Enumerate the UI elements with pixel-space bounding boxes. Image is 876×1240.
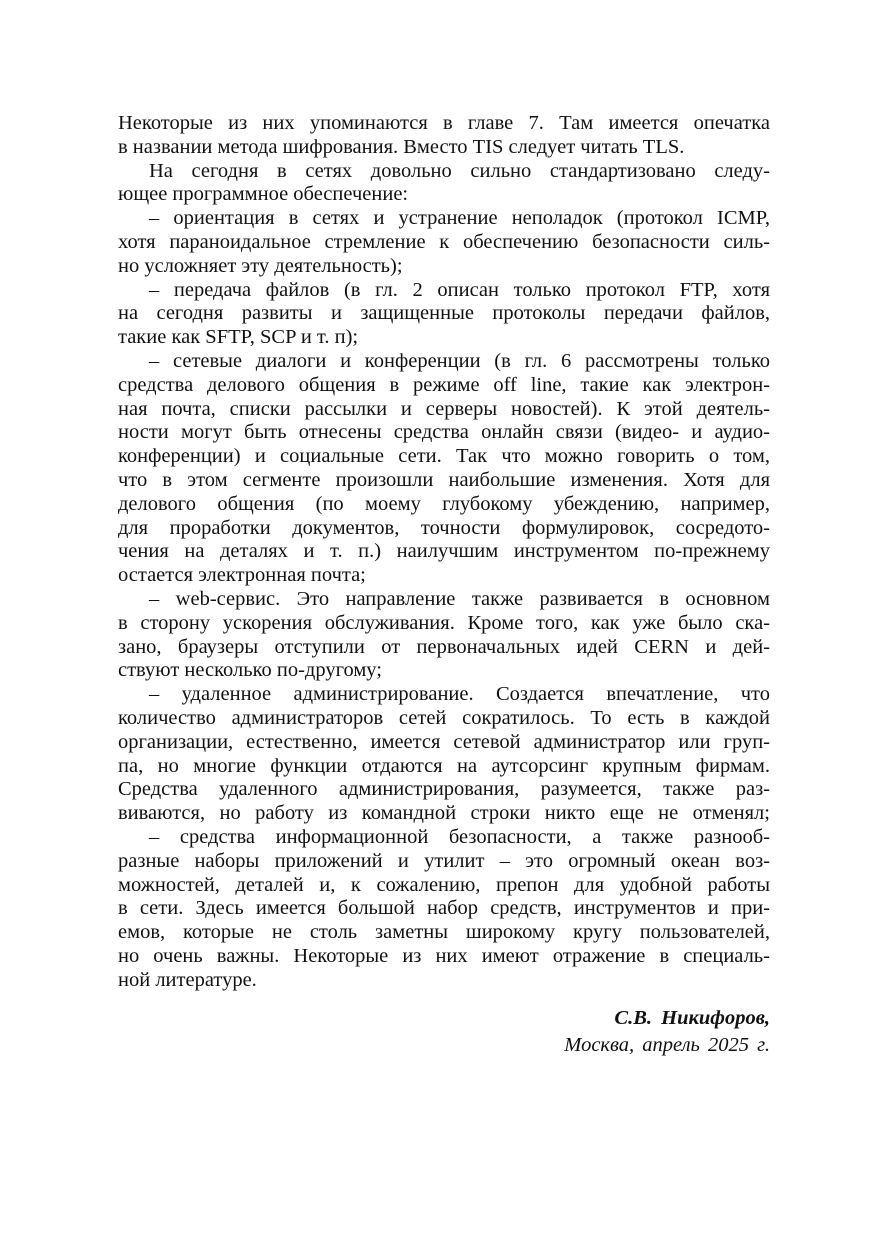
text-line: па, но многие функции отдаются на аутсорсинг крупным фирмам.	[118, 754, 770, 777]
text-line: в сети. Здесь имеется большой набор средств, инструментов и при-	[118, 897, 770, 920]
text-line: можностей, деталей и, к сожалению, препон для удобной работы	[118, 873, 770, 896]
text-line: конференции) и социальные сети. Так что можно говорить о том,	[118, 445, 770, 468]
text-line: но усложняет эту деятельность);	[118, 254, 403, 277]
text-line: ная почта, списки рассылки и серверы новостей). К этой деятель-	[118, 397, 770, 420]
text-line: организации, естественно, имеется сетевой администратор или груп-	[118, 730, 770, 753]
text-line: – ориентация в сетях и устранение неполадок (протокол ICMP,	[149, 207, 770, 230]
text-line: – средства информационной безопасности, а также разнооб-	[149, 825, 770, 848]
text-line: средства делового общения в режиме off line, такие как электрон-	[118, 373, 770, 396]
text-line: ющее программное обеспечение:	[118, 183, 409, 206]
text-line: ности могут быть отнесены средства онлайн связи (видео- и аудио-	[118, 421, 770, 444]
text-line: На сегодня в сетях довольно сильно стандартизовано следу-	[149, 159, 770, 182]
text-line: Некоторые из них упоминаются в главе 7. Там имеется опечатка	[118, 112, 770, 134]
text-line: ствуют несколько по-другому;	[118, 659, 382, 682]
text-line: в сторону ускорения обслуживания. Кроме того, как уже было ска-	[118, 611, 770, 634]
text-line: чения на деталях и т. п.) наилучшим инструментом по-прежнему	[118, 540, 770, 563]
text-line: остается электронная почта;	[118, 564, 366, 587]
text-line: делового общения (по моему глубокому убеждению, например,	[118, 492, 770, 515]
text-line: – удаленное администрирование. Создается впечатление, что	[149, 683, 770, 706]
text-line: ной литературе.	[118, 968, 257, 991]
text-line: для проработки документов, точности формулировок, сосредото-	[118, 516, 770, 539]
text-line: хотя параноидальное стремление к обеспечению безопасности силь-	[118, 230, 770, 253]
text-line: что в этом сегменте произошли наибольшие изменения. Хотя для	[118, 468, 770, 491]
text-line: – сетевые диалоги и конференции (в гл. 6 рассмотрены только	[149, 349, 770, 372]
text-line: количество администраторов сетей сократилось. То есть в каждой	[118, 706, 770, 729]
body-text	[118, 112, 770, 992]
text-line: – web-сервис. Это направление также развивается в основном	[149, 587, 770, 610]
author-name: С.В. Никифоров,	[614, 1007, 770, 1029]
place-date: Москва, апрель 2025 г.	[564, 1034, 770, 1056]
text-line: на сегодня развиты и защищенные протоколы передачи файлов,	[118, 302, 770, 325]
text-line: но очень важны. Некоторые из них имеют отражение в специаль-	[118, 944, 770, 967]
text-line: в названии метода шифрования. Вместо TIS следует читать TLS.	[118, 135, 685, 158]
text-line: разные наборы приложений и утилит – это огромный океан воз-	[118, 849, 770, 872]
signature-block	[564, 1005, 770, 1059]
text-line: – передача файлов (в гл. 2 описан только протокол FTP, хотя	[149, 278, 770, 301]
text-line: зано, браузеры отступили от первоначальных идей CERN и дей-	[118, 635, 770, 658]
text-line: виваются, но работу из командной строки никто еще не отменял;	[118, 802, 770, 825]
text-line: Средства удаленного администрирования, разумеется, также раз-	[118, 778, 770, 801]
text-line: емов, которые не столь заметны широкому кругу пользователей,	[118, 921, 770, 944]
text-line: такие как SFTP, SCP и т. п);	[118, 326, 359, 349]
